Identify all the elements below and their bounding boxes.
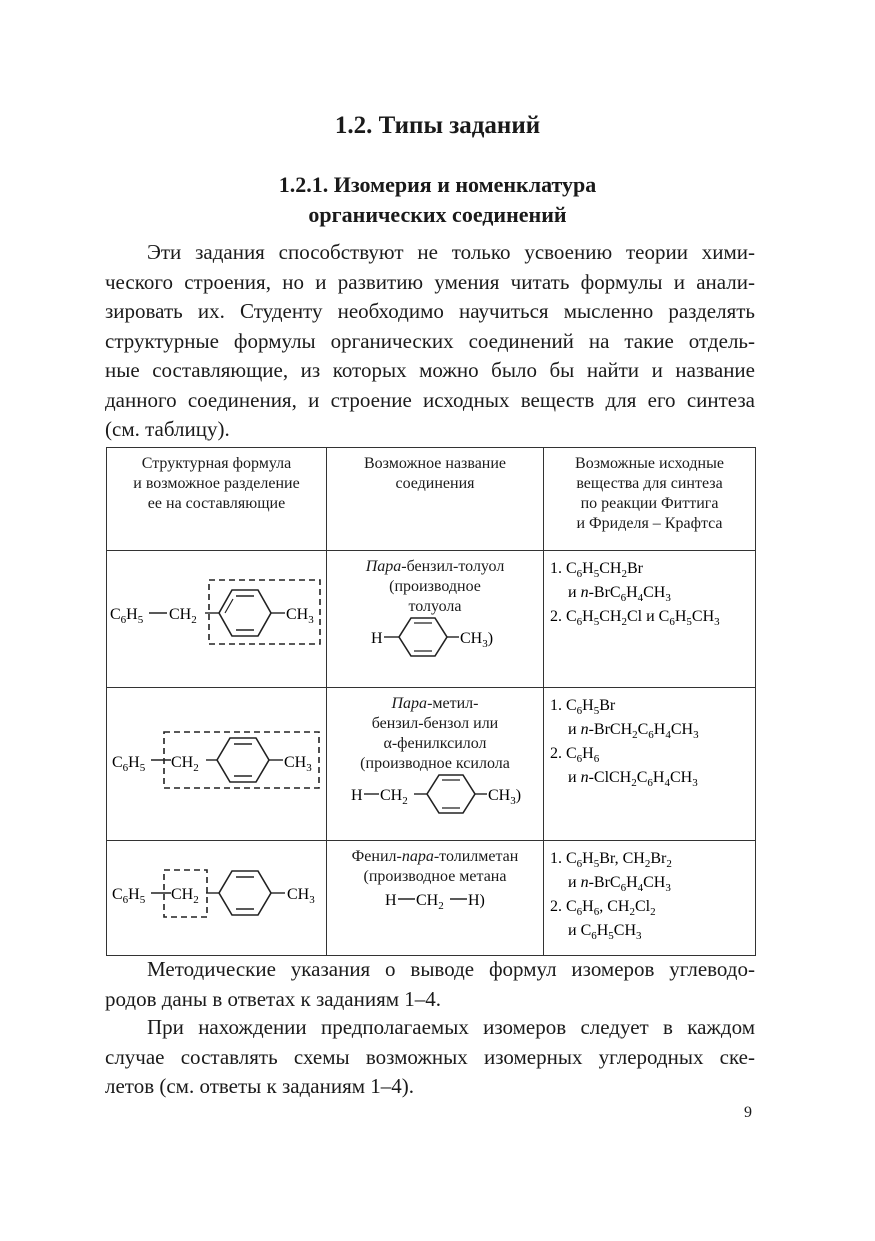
- svg-text:1. C6H5CH2Br: 1. $C_6H_5CH_2Br$: [550, 560, 643, 580]
- structural-formula-cell: [107, 841, 327, 956]
- sources-formulas: [550, 847, 755, 943]
- subsection-heading: 1.2.1. Изомерия и номенклатура органических соединений: [278, 172, 597, 227]
- isomer-note-paragraph: При нахождении предполагаемых изомеров следует в каждом случае составлять схемы возможных изомерных углеродных ске- летов (см. ответы к заданиям 1–4).: [105, 1015, 755, 1098]
- svg-text:1. C6H5Br: 1. $C_6H_5Br$: [550, 697, 616, 717]
- compound-name-cell: Пара-метил- бензил-бензол или α-фенилксилол (производное ксилола H $CH_2$ $CH_3$): [327, 688, 544, 841]
- header-name: Возможное название соединения: [327, 448, 544, 551]
- svg-text:CH3): $CH_3$): [488, 787, 522, 807]
- svg-text:C6H5: $C_6H_5$: [112, 754, 146, 774]
- compound-name-cell: Пара-бензил-толуол (производное толуола H $CH_3$): [327, 551, 544, 688]
- svg-text:CH2: $CH_2$: [169, 606, 197, 626]
- table-row: [107, 688, 756, 841]
- intro-paragraph: Эти задания способствуют не только усвоению теории хими- ческого строения, но и развитию умения читать формулы и анали- зировать их. Студенту необходимо научиться мысленно разделять структурные формулы органических соединений на такие отдель- ные составляющие, из которых можно было бы найти и название данного соединения, и строение исходных веществ для его синтеза (см. таблицу).: [105, 240, 755, 441]
- svg-text:и n-BrC6H4CH3: и $n-BrC_6H_4CH_3$: [568, 584, 671, 604]
- svg-text:CH2: $CH_2$: [416, 892, 444, 912]
- table-row: [107, 841, 756, 956]
- structure-diagram: [107, 551, 326, 681]
- svg-text:H: H: [371, 630, 383, 647]
- derivative-structure: [335, 774, 535, 816]
- svg-text:и n-BrCH2C6H4CH3: и $n-BrCH_2C_6H_4CH_3$: [568, 721, 699, 741]
- header-sources: Возможные исходные вещества для синтеза по реакции Фиттига и Фриделя – Крафтса: [544, 448, 756, 551]
- structure-diagram: [107, 841, 326, 949]
- header-structural-formula: Структурная формула и возможное разделение ее на составляющие: [107, 448, 327, 551]
- svg-text:и n-BrC6H4CH3: и $n-BrC_6H_4CH_3$: [568, 874, 671, 894]
- svg-text:2. C6H6, CH2Cl2: 2. $C_6H_6$, $CH_2Cl_2$: [550, 898, 656, 918]
- svg-text:CH3): $CH_3$): [460, 630, 494, 650]
- page-number: 9: [744, 1104, 752, 1121]
- svg-text:и n-ClCH2C6H4CH3: и $n-ClCH_2C_6H_4CH_3$: [568, 769, 698, 789]
- methodical-note-paragraph: Методические указания о выводе формул изомеров углеводо- родов даны в ответах к заданиям 1–4.: [105, 957, 755, 1011]
- svg-text:1. C6H5Br, CH2Br2: 1. $C_6H_5Br$, $CH_2Br_2$: [550, 850, 672, 870]
- table-header-row: [107, 448, 756, 551]
- svg-text:CH3: $CH_3$: [286, 606, 314, 626]
- compound-name-cell: Фенил-пара-толилметан (производное метана H $CH_2$ H): [327, 841, 544, 956]
- svg-text:H): H): [468, 892, 485, 909]
- svg-text:CH3: $CH_3$: [287, 886, 315, 906]
- sources-cell: [544, 551, 756, 688]
- svg-text:и C6H5CH3: и $C_6H_5CH_3$: [568, 922, 642, 942]
- svg-text:CH2: $CH_2$: [171, 754, 199, 774]
- derivative-structure: [355, 617, 515, 659]
- svg-text:2. C6H6: 2. $C_6H_6$: [550, 745, 600, 765]
- svg-text:C6H5: $C_6H_5$: [110, 606, 144, 626]
- svg-text:CH2: $CH_2$: [380, 787, 408, 807]
- structure-diagram: [107, 688, 326, 834]
- sources-cell: [544, 688, 756, 841]
- svg-text:CH2: $CH_2$: [171, 886, 199, 906]
- structural-formula-cell: [107, 688, 327, 841]
- table-row: [107, 551, 756, 688]
- sources-cell: [544, 841, 756, 956]
- svg-text:2. C6H5CH2Cl и C6H5CH3: 2. $C_6H_5CH_2Cl$ и $C_6H_5CH_3$: [550, 608, 720, 627]
- svg-text:H: H: [385, 892, 397, 909]
- structural-formula-cell: [107, 551, 327, 688]
- sources-formulas: [550, 557, 755, 627]
- synthesis-table: [106, 447, 756, 956]
- sources-formulas: [550, 694, 755, 790]
- section-heading: 1.2. Типы заданий: [334, 112, 541, 139]
- svg-text:C6H5: $C_6H_5$: [112, 886, 146, 906]
- svg-text:H: H: [351, 787, 363, 804]
- svg-text:CH3: $CH_3$: [284, 754, 312, 774]
- derivative-structure: [355, 887, 515, 913]
